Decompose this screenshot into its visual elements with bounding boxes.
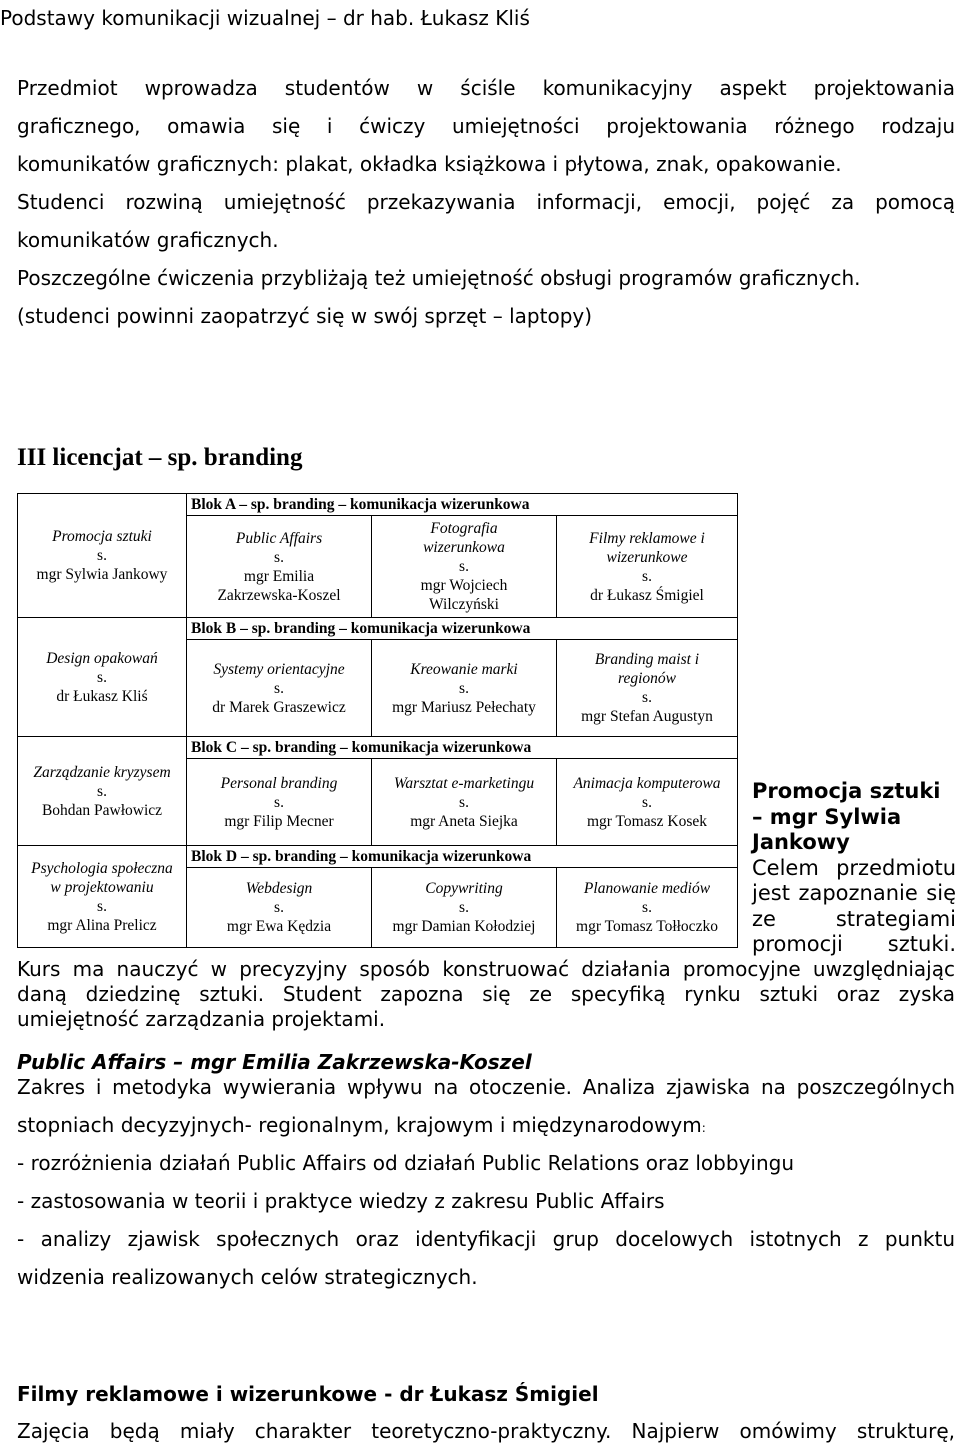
course-s: s. — [459, 793, 469, 811]
course-teacher: dr Łukasz Śmigiel — [590, 586, 704, 604]
course-teacher: mgr Tomasz Kosek — [586, 812, 708, 830]
course-s: s. — [97, 547, 107, 564]
table-cell-left — [18, 494, 187, 618]
course-teacher: mgr Tomasz Tołłoczko — [576, 918, 718, 935]
public-affairs-line: stopniach decyzyjnych- regionalnym, krajowym i międzynarodowym — [17, 1113, 702, 1137]
course-name: Filmy reklamowe i — [589, 529, 705, 547]
course-teacher: mgr Sylwia Jankowy — [36, 566, 168, 583]
intro-line: komunikatów graficznych. — [17, 228, 279, 252]
course-teacher: mgr Aneta Siejka — [410, 812, 518, 830]
public-affairs-heading: Public Affairs – mgr Emilia Zakrzewska-Koszel — [17, 1050, 532, 1074]
table-cell — [372, 759, 557, 846]
course-s: s. — [274, 679, 284, 697]
public-affairs-line: Zakres i metodyka wywierania wpływu na otoczenie. Analiza zjawiska na poszczególnych — [17, 1075, 955, 1099]
filmy-line: Zajęcia będą miały charakter teoretyczno-praktyczny. Najpierw omówimy strukturę, — [17, 1419, 955, 1443]
table-cell — [187, 516, 372, 618]
promocja-side-text: jest zapoznanie się — [752, 881, 956, 905]
course-name: wizerunkowe — [606, 548, 688, 566]
course-teacher: dr Łukasz Kliś — [56, 687, 148, 705]
intro-section — [17, 76, 955, 342]
course-teacher: Zakrzewska-Koszel — [217, 586, 341, 604]
course-name: Kreowanie marki — [410, 660, 518, 678]
course-s: s. — [459, 899, 469, 916]
promocja-heading: Promocja sztuki — [752, 779, 941, 803]
block-header: Blok C – sp. branding – komunikacja wizerunkowa — [187, 737, 738, 759]
course-name: Psychologia społeczna — [31, 859, 173, 877]
course-s: s. — [642, 793, 652, 811]
course-name: regionów — [618, 670, 676, 687]
section-title: III licencjat – sp. branding — [17, 444, 303, 471]
document-header: Podstawy komunikacji wizualnej – dr hab. Łukasz Kliś — [0, 6, 530, 30]
course-s: s. — [274, 899, 284, 916]
course-name: Public Affairs — [235, 529, 323, 547]
public-affairs-body — [17, 1075, 955, 1303]
course-name: Design opakowań — [46, 649, 158, 667]
block-header: Blok B – sp. branding – komunikacja wizerunkowa — [187, 618, 738, 640]
intro-line: Poszczególne ćwiczenia przybliżają też umiejętność obsługi programów graficznych. — [17, 266, 861, 290]
course-name: Copywriting — [425, 880, 503, 897]
table-cell — [372, 516, 557, 618]
table-cell-left — [18, 846, 187, 948]
intro-line: Studenci rozwiną umiejętność przekazywania informacji, emocji, pojęć za pomocą — [17, 190, 955, 214]
course-teacher: mgr Ewa Kędzia — [226, 918, 332, 935]
public-affairs-colon: : — [701, 1121, 706, 1135]
promocja-body-line: daną dziedzinę sztuki. Student zapozna się ze specyfiką rynku sztuki oraz zyska — [17, 982, 955, 1006]
promocja-heading: Jankowy — [752, 830, 850, 854]
course-name: Zarządzanie kryzysem — [33, 763, 171, 781]
block-header: Blok A – sp. branding – komunikacja wizerunkowa — [187, 494, 738, 516]
course-teacher: mgr Stefan Augustyn — [581, 708, 713, 725]
course-teacher: Bohdan Pawłowicz — [41, 801, 163, 819]
promocja-body — [17, 957, 955, 1032]
table-cell-left — [18, 618, 187, 737]
table-cell — [557, 759, 738, 846]
intro-line: graficznego, omawia się i ćwiczy umiejętności projektowania różnego rodzaju — [17, 114, 955, 138]
promocja-side-text: promocji sztuki. — [752, 932, 956, 956]
table-cell — [557, 868, 738, 948]
course-s: s. — [642, 689, 652, 706]
course-teacher: Wilczyński — [429, 596, 499, 613]
course-teacher: mgr Emilia — [243, 567, 315, 585]
course-name: Branding maist i — [594, 651, 700, 668]
promocja-side-text: Celem przedmiotu — [752, 855, 956, 880]
filmy-heading: Filmy reklamowe i wizerunkowe - dr Łukasz Śmigiel — [17, 1382, 599, 1406]
course-s: s. — [459, 679, 469, 697]
table-cell — [372, 868, 557, 948]
course-name: Warsztat e-marketingu — [393, 774, 535, 792]
table-cell-left — [18, 737, 187, 846]
course-name: Webdesign — [245, 880, 313, 897]
course-s: s. — [642, 899, 652, 916]
course-name: Animacja komputerowa — [573, 774, 721, 792]
course-teacher: mgr Wojciech — [420, 577, 508, 594]
course-name: Fotografia — [430, 520, 498, 537]
course-teacher: mgr Damian Kołodziej — [392, 918, 536, 935]
course-name: wizerunkowa — [423, 539, 505, 556]
promocja-heading: – mgr Sylwia — [752, 804, 902, 829]
course-name: Personal branding — [220, 774, 338, 792]
course-s: s. — [97, 897, 107, 915]
intro-line: (studenci powinni zaopatrzyć się w swój sprzęt – laptopy) — [17, 304, 593, 328]
course-s: s. — [459, 558, 469, 575]
course-name: Systemy orientacyjne — [213, 660, 345, 678]
public-affairs-line-wrap — [17, 1113, 955, 1151]
table-cell — [557, 640, 738, 737]
public-affairs-line: widzenia realizowanych celów strategicznych. — [17, 1265, 478, 1289]
course-s: s. — [97, 668, 107, 686]
promocja-side — [752, 779, 956, 958]
course-s: s. — [274, 548, 284, 566]
promocja-body-line: Kurs ma nauczyć w precyzyjny sposób konstruować działania promocyjne uwzględniając — [17, 957, 955, 981]
intro-line: Przedmiot wprowadza studentów w ściśle komunikacyjny aspekt projektowania — [17, 76, 955, 100]
course-teacher: mgr Filip Mecner — [224, 812, 334, 830]
course-s: s. — [274, 793, 284, 811]
block-header: Blok D – sp. branding – komunikacja wizerunkowa — [187, 846, 738, 868]
course-name: w projektowaniu — [50, 878, 154, 896]
table-cell — [187, 759, 372, 846]
public-affairs-line: - zastosowania w teorii i praktyce wiedzy z zakresu Public Affairs — [17, 1189, 665, 1213]
promocja-body-line: umiejętność zarządzania projektami. — [17, 1007, 386, 1031]
course-s: s. — [642, 567, 652, 585]
intro-line: komunikatów graficznych: plakat, okładka książkowa i płytowa, znak, opakowanie. — [17, 152, 842, 176]
table-cell — [557, 516, 738, 618]
course-teacher: dr Marek Graszewicz — [212, 698, 346, 716]
table-cell — [372, 640, 557, 737]
course-name: Planowanie mediów — [583, 880, 711, 897]
table-cell — [187, 640, 372, 737]
public-affairs-line: - analizy zjawisk społecznych oraz identyfikacji grup docelowych istotnych z punktu — [17, 1227, 955, 1251]
course-s: s. — [97, 782, 107, 800]
public-affairs-line: - rozróżnienia działań Public Affairs od działań Public Relations oraz lobbyingu — [17, 1151, 795, 1175]
course-teacher: mgr Mariusz Pełechaty — [392, 698, 536, 716]
schedule-table — [17, 493, 738, 948]
course-name: Promocja sztuki — [52, 528, 152, 545]
promocja-side-text: ze strategiami — [752, 906, 956, 931]
course-teacher: mgr Alina Prelicz — [47, 916, 157, 934]
table-cell — [187, 868, 372, 948]
